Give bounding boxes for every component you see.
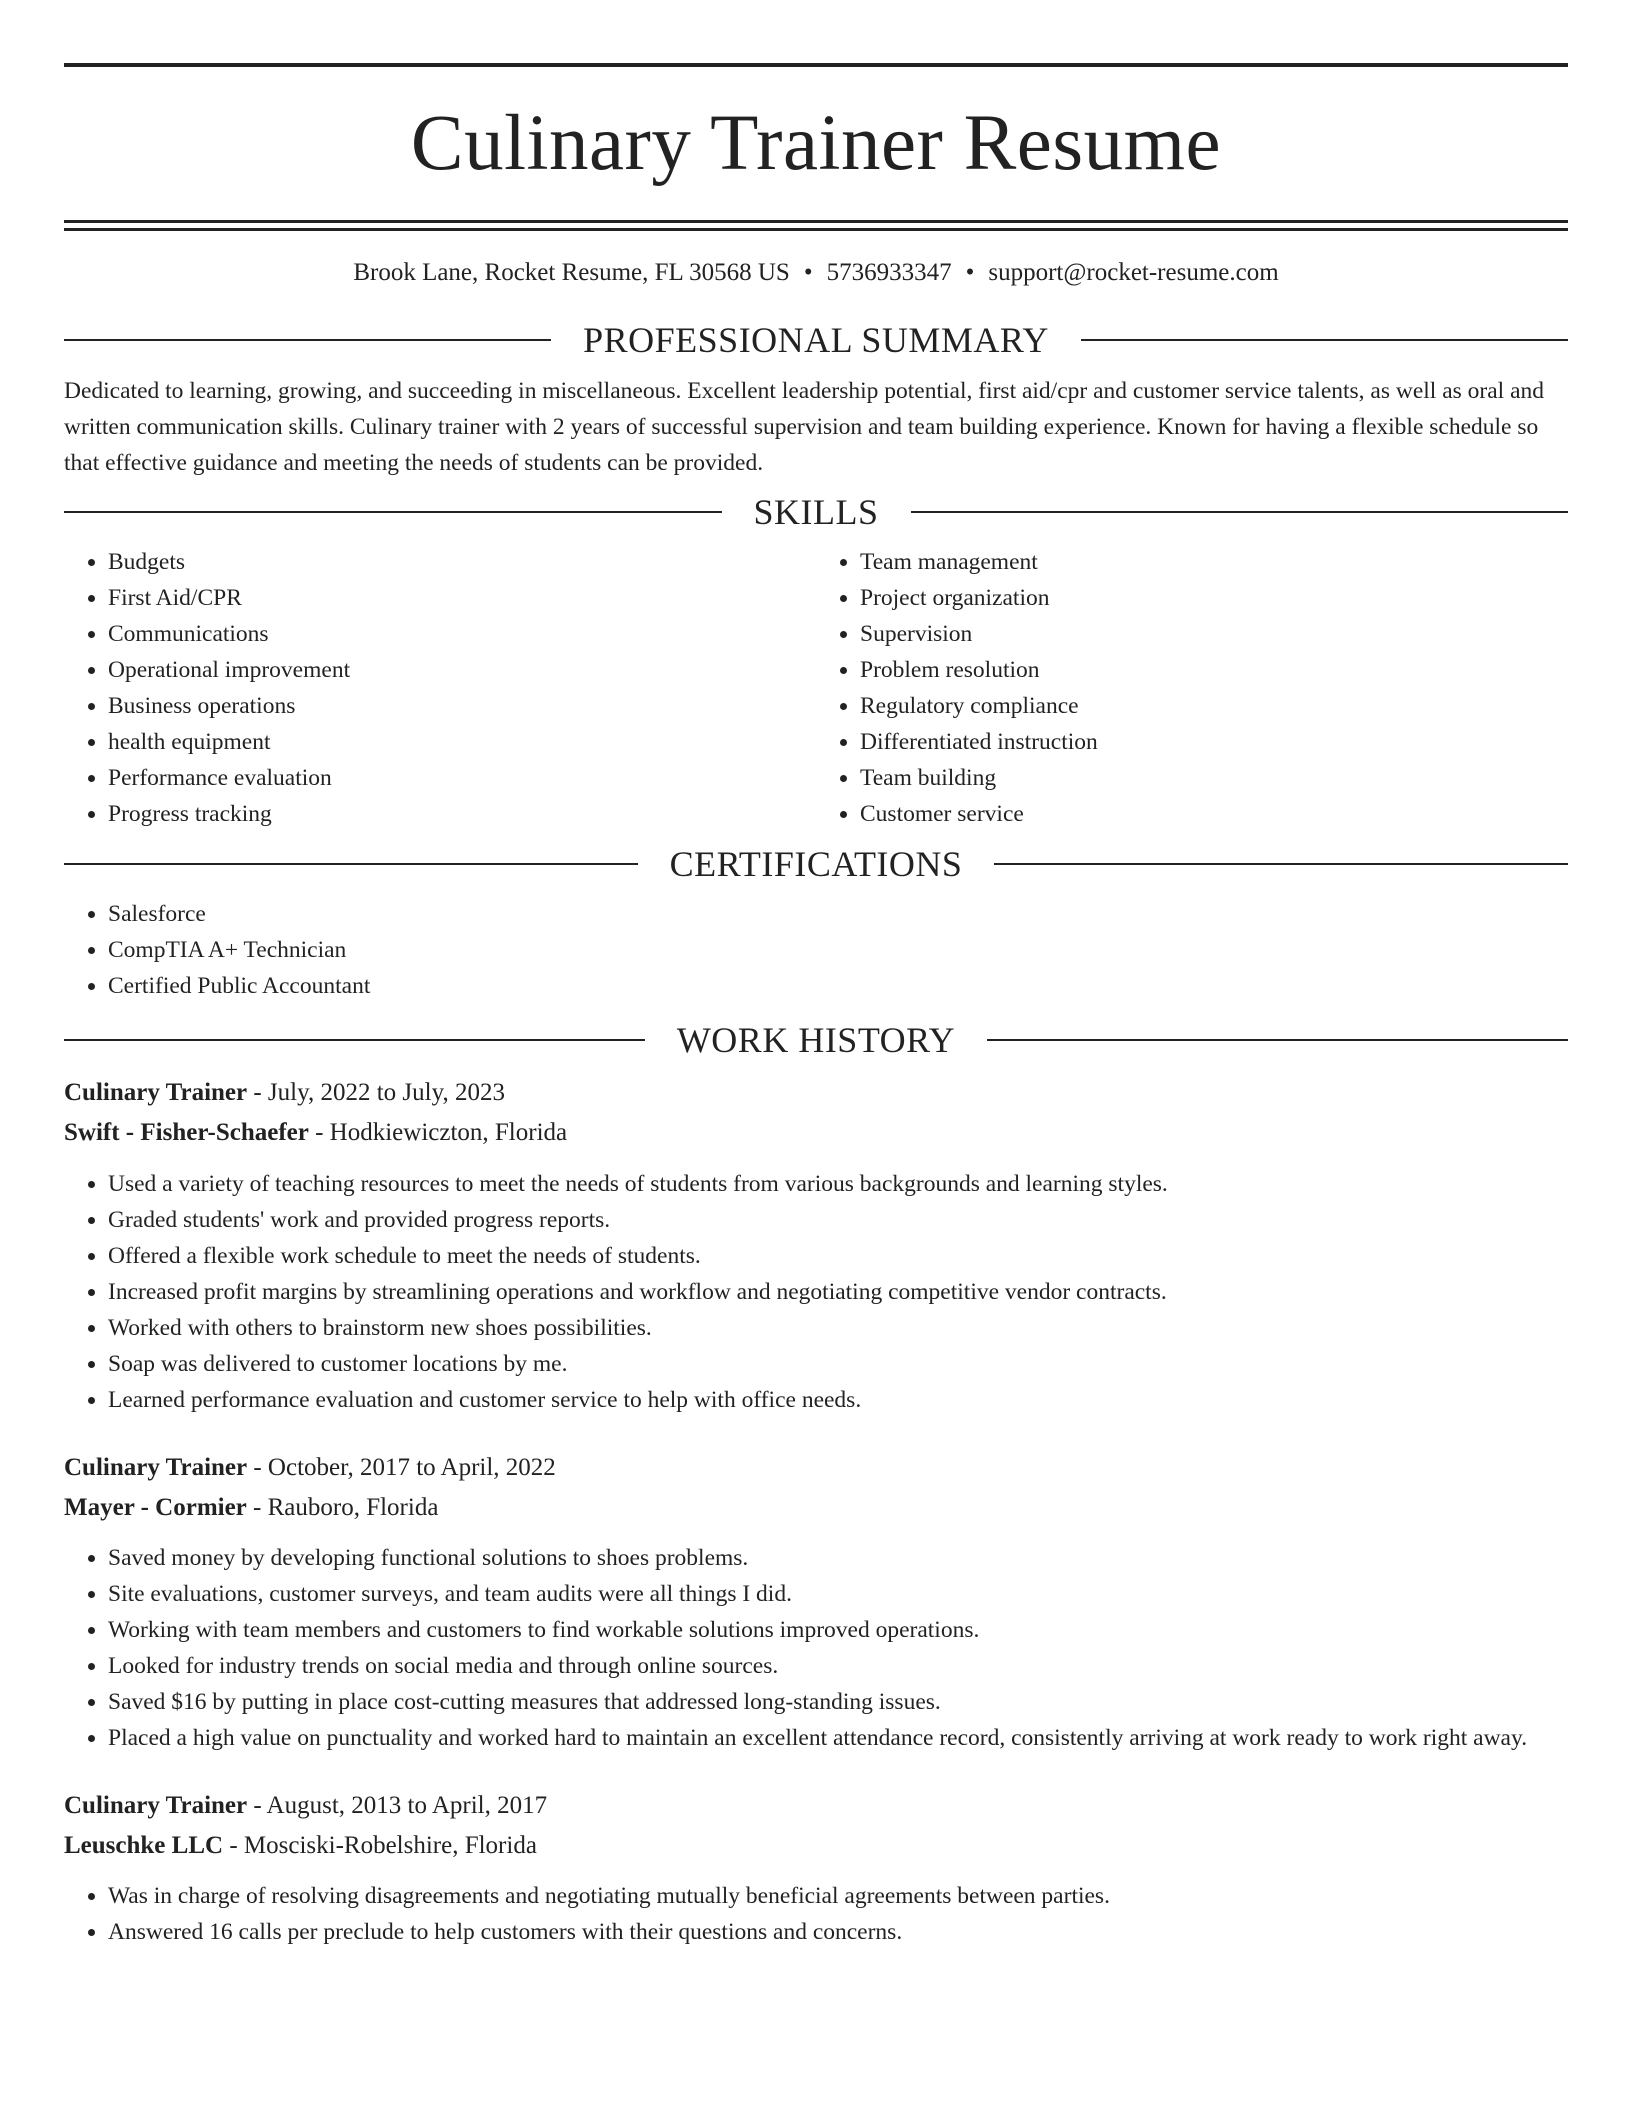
heading-rule	[1081, 339, 1568, 341]
resume-page	[64, 0, 1568, 1950]
skills-columns	[64, 544, 1568, 832]
job-title: Culinary Trainer	[64, 1454, 248, 1481]
job-location: - Hodkiewiczton, Florida	[308, 1119, 568, 1146]
resume-title: Culinary Trainer Resume	[410, 100, 1222, 187]
certifications-list	[64, 896, 1568, 1004]
job-bullet: • Learned performance evaluation and customer service to help with office needs.	[108, 1382, 1568, 1418]
skill-item: • First Aid/CPR	[108, 580, 816, 616]
summary-heading-label: PROFESSIONAL SUMMARY	[583, 320, 1049, 360]
job-bullets	[64, 1878, 1568, 1950]
job-bullet: • Answered 16 calls per preclude to help customers with their questions and concerns.	[108, 1914, 1568, 1950]
skill-item: • Problem resolution	[860, 652, 1568, 688]
job-bullet: • Was in charge of resolving disagreements and negotiating mutually beneficial agreements between parties.	[108, 1878, 1568, 1914]
skills-heading	[64, 492, 1568, 532]
job-entry	[64, 1073, 1568, 1418]
skill-item: • Budgets	[108, 544, 816, 580]
job-title: Culinary Trainer	[64, 1079, 248, 1106]
heading-rule	[64, 511, 722, 513]
skills-heading-label: SKILLS	[753, 492, 879, 532]
job-company: Leuschke LLC	[64, 1832, 224, 1859]
certification-item: • CompTIA A+ Technician	[108, 932, 1568, 968]
certification-item: • Salesforce	[108, 896, 1568, 932]
heading-rule	[64, 339, 551, 341]
job-location: - Rauboro, Florida	[246, 1494, 439, 1521]
job-location: - Mosciski-Robelshire, Florida	[223, 1832, 537, 1859]
skill-item: • Supervision	[860, 616, 1568, 652]
skill-item: • Customer service	[860, 796, 1568, 832]
skill-item: • Team management	[860, 544, 1568, 580]
job-bullet: • Working with team members and customers to find workable solutions improved operations.	[108, 1612, 1568, 1648]
skill-item: • Project organization	[860, 580, 1568, 616]
job-bullet: • Offered a flexible work schedule to meet the needs of students.	[108, 1238, 1568, 1274]
contact-line	[64, 256, 1568, 290]
skill-item: • health equipment	[108, 724, 816, 760]
job-company: Swift - Fisher-Schaefer	[64, 1119, 309, 1146]
job-company: Mayer - Cormier	[64, 1494, 247, 1521]
job-dates: - July, 2022 to July, 2023	[247, 1079, 505, 1106]
job-title-line	[64, 1448, 1568, 1488]
heading-rule	[987, 1039, 1568, 1041]
heading-rule	[64, 1039, 645, 1041]
job-company-line	[64, 1488, 1568, 1528]
skill-item: • Performance evaluation	[108, 760, 816, 796]
certifications-heading-label: CERTIFICATIONS	[669, 844, 963, 884]
skill-item: • Communications	[108, 616, 816, 652]
job-entry	[64, 1786, 1568, 1950]
heading-rule	[911, 511, 1569, 513]
contact-email: support@rocket-resume.com	[988, 259, 1279, 286]
skill-item: • Operational improvement	[108, 652, 816, 688]
job-dates: - August, 2013 to April, 2017	[247, 1792, 548, 1819]
job-bullet: • Worked with others to brainstorm new shoes possibilities.	[108, 1310, 1568, 1346]
skill-item: • Business operations	[108, 688, 816, 724]
skill-item: • Differentiated instruction	[860, 724, 1568, 760]
job-company-line	[64, 1113, 1568, 1153]
job-bullet: • Used a variety of teaching resources to meet the needs of students from various backgrounds and learning styles.	[108, 1166, 1568, 1202]
job-bullet: • Looked for industry trends on social media and through online sources.	[108, 1648, 1568, 1684]
job-title-line	[64, 1786, 1568, 1826]
contact-phone: 5736933347	[826, 259, 952, 286]
title-double-rule	[64, 220, 1568, 223]
skills-list-right	[816, 544, 1568, 832]
job-dates: - October, 2017 to April, 2022	[247, 1454, 556, 1481]
job-bullet: • Site evaluations, customer surveys, and team audits were all things I did.	[108, 1576, 1568, 1612]
job-bullets	[64, 1166, 1568, 1418]
skill-item: • Team building	[860, 760, 1568, 796]
certification-item: • Certified Public Accountant	[108, 968, 1568, 1004]
job-entry	[64, 1448, 1568, 1756]
skill-item: • Progress tracking	[108, 796, 816, 832]
work-history-heading	[64, 1020, 1568, 1060]
work-history-heading-label: WORK HISTORY	[676, 1020, 956, 1060]
heading-rule	[64, 863, 638, 865]
job-bullet: • Soap was delivered to customer locations by me.	[108, 1346, 1568, 1382]
job-bullet: • Placed a high value on punctuality and worked hard to maintain an excellent attendance record, consistently arriving at work ready to work right away.	[108, 1720, 1568, 1756]
contact-separator: •	[965, 259, 975, 286]
certifications-heading	[64, 844, 1568, 884]
summary-text: Dedicated to learning, growing, and succeeding in miscellaneous. Excellent leadership potential, first aid/cpr and customer service talents, as well as oral and written communication skills. Culinary trainer with 2 years of successful supervision and team building experience. Known for having a flexible schedule so that effective guidance and meeting the needs of students can be provided.	[64, 378, 1544, 476]
job-bullets	[64, 1540, 1568, 1756]
summary-heading	[64, 320, 1568, 360]
job-title: Culinary Trainer	[64, 1792, 248, 1819]
contact-address: Brook Lane, Rocket Resume, FL 30568 US	[353, 259, 790, 286]
job-bullet: • Graded students' work and provided progress reports.	[108, 1202, 1568, 1238]
job-title-line	[64, 1073, 1568, 1113]
skills-list-left	[64, 544, 816, 832]
heading-rule	[994, 863, 1568, 865]
job-bullet: • Saved money by developing functional solutions to shoes problems.	[108, 1540, 1568, 1576]
job-bullet: • Increased profit margins by streamlining operations and workflow and negotiating competitive vendor contracts.	[108, 1274, 1568, 1310]
job-company-line	[64, 1826, 1568, 1866]
contact-separator: •	[803, 259, 813, 286]
skill-item: • Regulatory compliance	[860, 688, 1568, 724]
job-bullet: • Saved $16 by putting in place cost-cutting measures that addressed long-standing issues.	[108, 1684, 1568, 1720]
top-rule	[64, 63, 1568, 67]
